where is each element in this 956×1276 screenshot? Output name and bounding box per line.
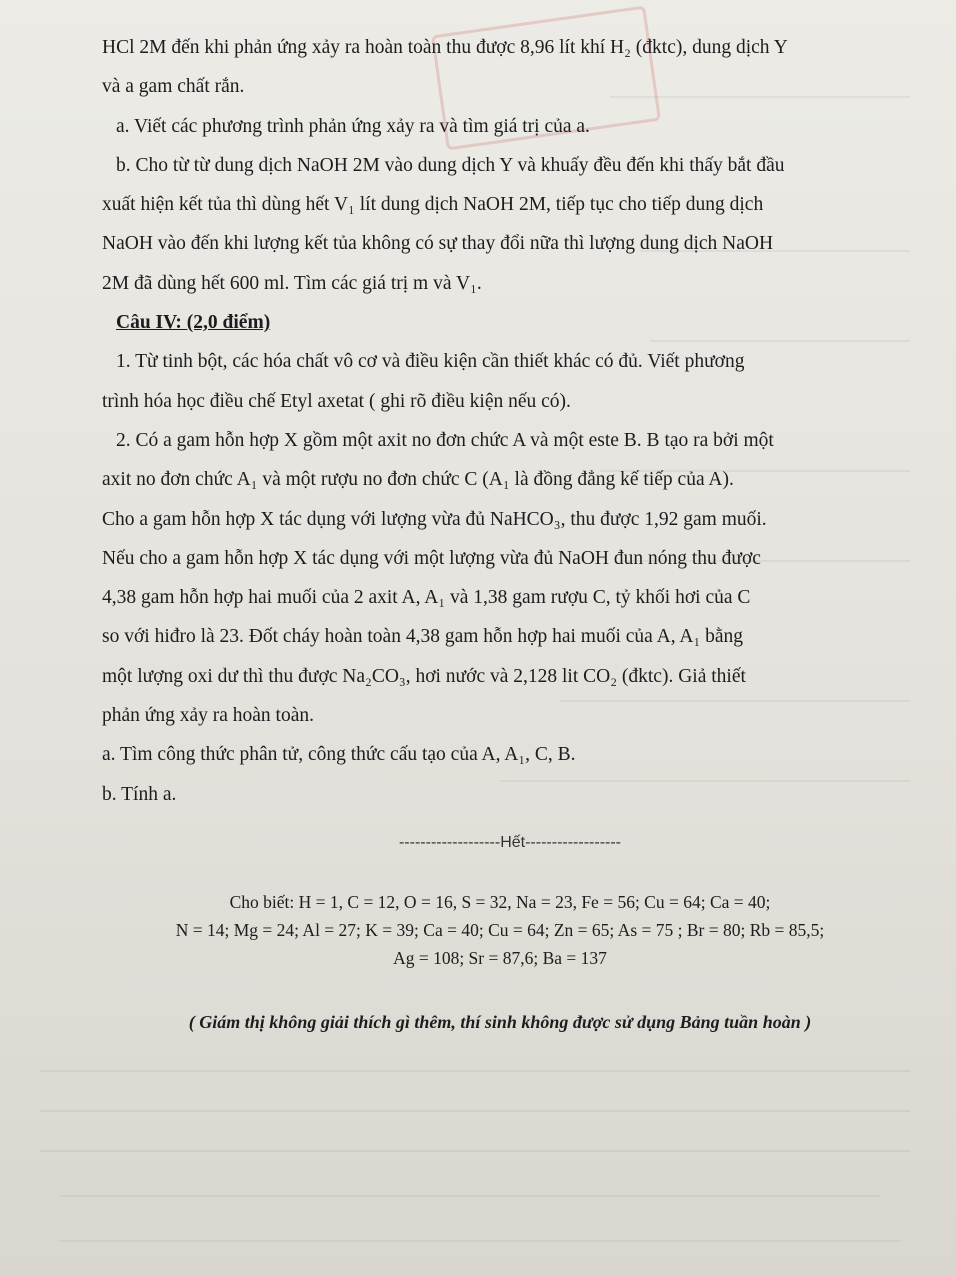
question-iv-heading: Câu IV: (2,0 điểm): [116, 312, 271, 334]
line-8: 1. Từ tinh bột, các hóa chất vô cơ và điều kiện cần thiết khác có đủ. Viết phương: [116, 351, 745, 373]
question-iv-title: [102, 303, 914, 342]
line-9: trình hóa học điều chế Etyl axetat ( ghi rõ điều kiện nếu có).: [102, 390, 571, 412]
line-16: một lượng oxi dư thì thu được Na₂CO₃, hơi nước và 2,128 lit CO₂ (đktc). Giả thiết: [102, 665, 746, 687]
line-12: Cho a gam hỗn hợp X tác dụng với lượng vừa đủ NaHCO₃, thu được 1,92 gam muối.: [102, 508, 767, 530]
line-4: b. Cho từ từ dung dịch NaOH 2M vào dung dịch Y và khuấy đều đến khi thấy bắt đầu: [116, 154, 785, 176]
given-atomic-masses: [100, 888, 900, 972]
line-15: so với hiđro là 23. Đốt cháy hoàn toàn 4,38 gam hỗn hợp hai muối của A, A₁ bằng: [102, 626, 744, 648]
given-line-3: Ag = 108; Sr = 87,6; Ba = 137: [393, 948, 607, 968]
line-10: 2. Có a gam hỗn hợp X gồm một axit no đơn chức A và một este B. B tạo ra bởi một: [116, 429, 774, 451]
proctor-note: ( Giám thị không giải thích gì thêm, thí sinh không được sử dụng Bảng tuần hoàn ): [188, 1012, 812, 1032]
line-6: NaOH vào đến khi lượng kết tủa không có sự thay đổi nữa thì lượng dung dịch NaOH: [102, 233, 774, 255]
exam-body: [102, 28, 914, 814]
given-line-1: Cho biết: H = 1, C = 12, O = 16, S = 32, Na = 23, Fe = 56; Cu = 64; Ca = 40;: [229, 892, 771, 912]
line-17: phản ứng xảy ra hoàn toàn.: [102, 705, 315, 727]
line-5: xuất hiện kết tủa thì dùng hết V₁ lít dung dịch NaOH 2M, tiếp tục cho tiếp dung dịch: [102, 194, 764, 216]
line-14: 4,38 gam hỗn hợp hai muối của 2 axit A, A₁ và 1,38 gam rượu C, tỷ khối hơi của C: [102, 587, 751, 609]
line-1: HCl 2M đến khi phản ứng xảy ra hoàn toàn thu được 8,96 lít khí H₂ (đktc), dung dịch Y: [102, 37, 788, 58]
line-19: b. Tính a.: [102, 783, 177, 805]
line-18: a. Tìm công thức phân tử, công thức cấu tạo của A, A₁, C, B.: [102, 744, 576, 766]
line-7: 2M đã dùng hết 600 ml. Tìm các giá trị m và V₁.: [102, 272, 482, 294]
line-2: và a gam chất rắn.: [102, 76, 245, 98]
line-13: Nếu cho a gam hỗn hợp X tác dụng với một lượng vừa đủ NaOH đun nóng thu được: [102, 547, 761, 569]
end-marker: -------------------Hết------------------: [398, 834, 622, 851]
given-line-2: N = 14; Mg = 24; Al = 27; K = 39; Ca = 40; Cu = 64; Zn = 65; As = 75 ; Br = 80; Rb = 85,5;: [175, 920, 825, 940]
line-11: axit no đơn chức A₁ và một rượu no đơn chức C (A₁ là đồng đẳng kế tiếp của A).: [102, 469, 734, 491]
line-3: a. Viết các phương trình phản ứng xảy ra và tìm giá trị của a.: [116, 115, 590, 137]
